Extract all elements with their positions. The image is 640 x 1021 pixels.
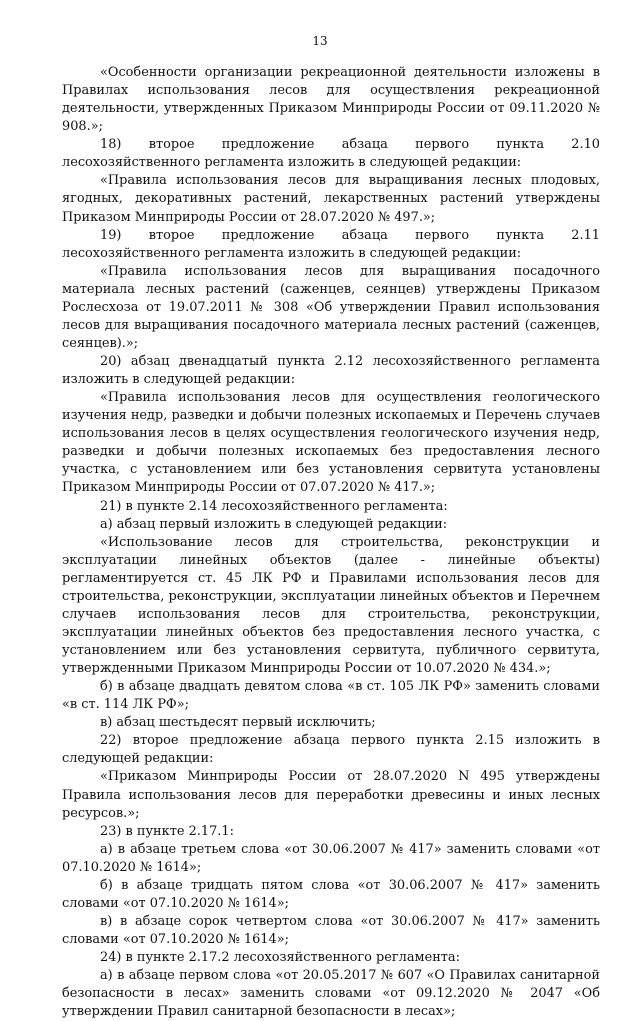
paragraph: «Правила использования лесов для осуществления геологического изучения недр, разведки и добычи полезных ископаемых и Перечень случаев использования лесов в целях осуществления геологического изучения недр, разведки и добычи полезных ископаемых без предоставления лесного участка, с установлением или без установления сервитута установлены Приказом Минприроды России от 07.07.2020 № 417.»;	[62, 390, 600, 496]
paragraph: «Правила использования лесов для выращивания посадочного материала лесных растений (саженцев, сеянцев) утверждены Приказом Рослесхоза от 19.07.2011 № 308 «Об утверждении Правил использования лесов для выращивания посадочного материала лесных растений (саженцев, сеянцев).»;	[62, 263, 600, 351]
paragraph: а) в абзаце первом слова «от 20.05.2017 № 607 «О Правилах санитарной безопасности в лесах» заменить словами «от 09.12.2020 № 2047 «Об утверждении Правил санитарной безопасности в лесах»;	[62, 968, 600, 1020]
paragraph: 19) второе предложение абзаца первого пункта 2.11 лесохозяйственного регламента изложить в следующей редакции:	[62, 227, 600, 261]
paragraph: 18) второе предложение абзаца первого пункта 2.10 лесохозяйственного регламента изложить в следующей редакции:	[62, 137, 600, 171]
paragraph: 20) абзац двенадцатый пункта 2.12 лесохозяйственного регламента изложить в следующей редакции:	[62, 354, 600, 388]
paragraph: б) в абзаце двадцать девятом слова «в ст. 105 ЛК РФ» заменить словами «в ст. 114 ЛК РФ»;	[62, 679, 600, 713]
paragraph: а) в абзаце третьем слова «от 30.06.2007 № 417» заменить словами «от 07.10.2020 № 1614»;	[62, 841, 600, 875]
paragraph: 21) в пункте 2.14 лесохозяйственного регламента:	[100, 498, 448, 514]
paragraph: а) абзац первый изложить в следующей редакции:	[100, 516, 448, 532]
paragraph: 22) второе предложение абзаца первого пункта 2.15 изложить в следующей редакции:	[62, 733, 600, 767]
paragraph: б) в абзаце тридцать пятом слова «от 30.06.2007 № 417» заменить словами «от 07.10.2020 № 1614»;	[62, 877, 600, 911]
paragraph: в) абзац шестьдесят первый исключить;	[100, 715, 376, 731]
paragraph: «Использование лесов для строительства, реконструкции и эксплуатации линейных объектов (далее - линейные объекты) регламентируется ст. 45 ЛК РФ и Правилами использования лесов для строительства, реконструкции, эксплуатации линейных объектов и Перечнем случаев использования лесов для строительства, реконструкции, эксплуатации линейных объектов без предоставления лесного участка, с установлением или без установления сервитута, публичного сервитута, утвержденными Приказом Минприроды России от 10.07.2020 № 434.»;	[62, 534, 600, 677]
page-number: 13	[312, 34, 328, 48]
paragraph: в) в абзаце сорок четвертом слова «от 30.06.2007 № 417» заменить словами «от 07.10.2020 № 1614»;	[62, 913, 600, 947]
paragraph: 24) в пункте 2.17.2 лесохозяйственного регламента:	[100, 950, 460, 966]
paragraph: «Правила использования лесов для выращивания лесных плодовых, ягодных, декоративных растений, лекарственных растений утверждены Приказом Минприроды России от 28.07.2020 № 497.»;	[62, 173, 600, 225]
paragraph: «Приказом Минприроды России от 28.07.2020 N 495 утверждены Правила использования лесов для переработки древесины и иных лесных ресурсов.»;	[62, 769, 600, 821]
paragraph: «Особенности организации рекреационной деятельности изложены в Правилах использования лесов для осуществления рекреационной деятельности, утвержденных Приказом Минприроды России от 09.11.2020 № 908.»;	[62, 65, 600, 135]
paragraph: 23) в пункте 2.17.1:	[100, 823, 234, 839]
document-body	[62, 64, 600, 1021]
